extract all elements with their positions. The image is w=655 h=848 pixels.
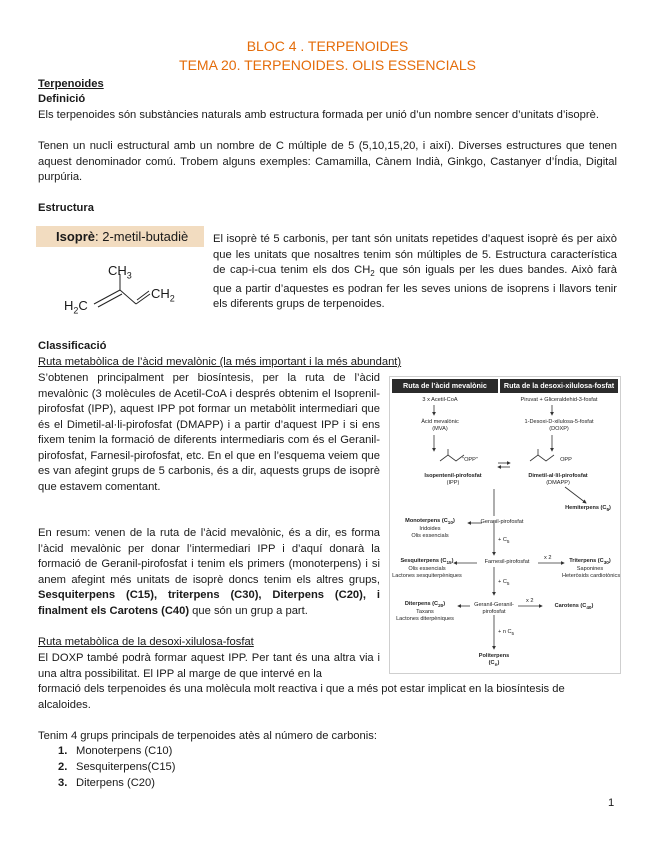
isoprene-figure-label: Isoprè: 2-metil-butadiè [36, 226, 204, 247]
ruta-doxp-paragraph-cont: formació dels terpenoides és una molècula molt reactiva i que a més pot estar implicat en la biosíntesis de alcaloides. [38, 683, 565, 711]
diagram-carotens: Carotens $(C_{40})$ [554, 603, 594, 611]
list-item: 1. Monoterpens (C10) [58, 745, 173, 757]
ruta-doxp-paragraph: El DOXP també podrà formar aquest IPP. Per tant és una altra via i una altra possibilitat. El IPP al marge de que intervé en la [38, 652, 380, 680]
ch2-label: $CH_2$ [151, 286, 175, 304]
list-item: 2. Sesquiterpens(C15) [58, 761, 176, 773]
diagram-monoterpens: Monoterpens $(C_{10})$ Iridoides Olis essencials [405, 518, 455, 540]
tema-title: TEMA 20. TERPENOIDES. OLIS ESSENCIALS [179, 57, 476, 73]
diagram-farnesil: Farnesil-pirofosfat [484, 559, 530, 565]
definition-paragraph: Els terpenoides són substàncies naturals amb estructura formada per unió d’un nombre sencer d’unitats d’isoprè. [38, 109, 599, 121]
diagram-sesquiterpens: Sesquiterpens $(C_{15})$ Olis essencials Lactones sesquiterpèniques [392, 558, 462, 580]
subheading-definicio: Definició [38, 93, 86, 105]
diagram-header-doxp: Ruta de la desoxi-xilulosa-fosfat [500, 379, 618, 393]
subheading-classificacio: Classificació [38, 340, 107, 352]
diagram-plus-c5-1: + $C_5$ [498, 537, 510, 545]
structure-paragraph: Tenen un nucli estructural amb un nombre de C múltiple de 5 (5,10,15,20, i així). Diverses estructures que tenen aquest denominador comú. Trobem alguns exemples: Camamilla, Cànem Indià, Ginkgo, Castanyer d’Índia, Digital purpúria. [38, 140, 617, 183]
diagram-hemiterpens: Hemiterpens $(C_5)$ [565, 505, 611, 513]
terpenoid-biosynthesis-diagram [389, 376, 621, 674]
ruta-mevalonic-title: Ruta metabòlica de l’àcid mevalònic (la més important i la més abundant) [38, 356, 402, 368]
isoprene-skeleton-drawing [36, 250, 204, 322]
ch3-label: $CH_3$ [108, 263, 132, 281]
groups-list [38, 743, 338, 791]
diagram-politerpens: Politerpens $(C_n)$ [478, 653, 510, 668]
diagram-dmapp: Dimetil-al·lil-pirofosfat (DMAPP) [528, 473, 588, 486]
diagram-opp-2: OPP [560, 457, 572, 463]
resum-paragraph: En resum: venen de la ruta de l’àcid mevalònic, és a dir, es forma l’àcid mevalònic per donar l’intermediari IPP i d’aquí donarà la formació de Geranil-pirofosfat i tenim els primers (monoterpens) i si anem afegint més unitats de isoprè doncs tenim els altres grups, Sesquiterpens (C15), triterpens (C30), Diterpens (C20), i finalment els Carotens (C40) que són un grup a part. [38, 527, 380, 617]
bloc-title: BLOC 4 . TERPENOIDES [246, 38, 409, 54]
diagram-acetil-coa: 3 x Acetil-CoA [422, 397, 458, 403]
isoprene-paragraph: El isoprè té 5 carbonis, per tant són unitats repetides d’aquest isoprè és per això que les unitats que nosaltres tenim són múltiples de 5. Estructura característica de cap-i-cua tenim els dos $CH_2$ que són iguals per les dues bandes. Això farà que a partir d’aquestes es podran fer les seves unions de isoprens i llavors tenir els diferents grups de terpenoides. [213, 233, 618, 311]
ruta-mevalonic-paragraph: S’obtenen principalment per biosíntesis, per la ruta de l’àcid mevalònic (3 molècules de Acetil-CoA i després obtenim el Isoprenil-pirofosfat (IPP), aquest IPP pot formar un metabòlit intermediari que és el Dimetil-al·li-pirofosfat (DMAPP) i a partir d’aquest IPP i si ens fixem tenim la formació de diferents intermediaris com és el Geranil-pirofosfat, Farnesil-pirofosfat, etc. En el que en l’esquema veiem que es van afegint grups de 5 carbonis, és a dir, aquests grups de isoprè que estavem comentant. [38, 372, 380, 493]
ruta-doxp-title: Ruta metabòlica de la desoxi-xilulosa-fosfat [38, 636, 254, 648]
page-number: 1 [608, 797, 615, 809]
diagram-geranilgeranil: Geranil-Geranil- pirofosfat [474, 602, 514, 615]
groups-intro: Tenim 4 grups principals de terpenoides atès al número de carbonis: [38, 730, 377, 742]
section-heading-terpenoides: Terpenoides [38, 78, 104, 90]
diagram-diterpens: Diterpens $(C_{20})$ Taxans Lactones diterpèniques [396, 601, 454, 623]
diagram-plus-nc5: + n $C_5$ [498, 629, 515, 637]
isoprene-structure [36, 250, 204, 322]
list-item: 3. Diterpens (C20) [58, 777, 155, 789]
diagram-piruvat: Piruvat + Gliceraldehid-3-fosfat [520, 397, 598, 403]
diagram-triterpens: Triterpens $(C_{30})$ Saponines Heteròsids cardiotònics [562, 558, 621, 580]
diagram-header-mevalonic: Ruta de l’àcid mevalònic [392, 379, 498, 393]
diagram-doxp: 1-Desoxi-D-xilulosa-5-fosfat (DOXP) [524, 419, 594, 432]
subheading-estructura: Estructura [38, 202, 94, 214]
diagram-opp-1: “OPP” [462, 457, 478, 463]
diagram-plus-c5-2: + $C_5$ [498, 579, 510, 587]
diagram-x2-b: x 2 [526, 598, 534, 604]
diagram-geranil: Geranil-pirofosfat [480, 519, 524, 525]
diagram-x2-a: x 2 [544, 555, 552, 561]
h2c-label: $H_2C$ [64, 298, 88, 316]
diagram-mva: Àcid mevalònic (MVA) [421, 419, 459, 432]
diagram-ipp: Isopentenil-pirofosfat (IPP) [424, 473, 482, 486]
